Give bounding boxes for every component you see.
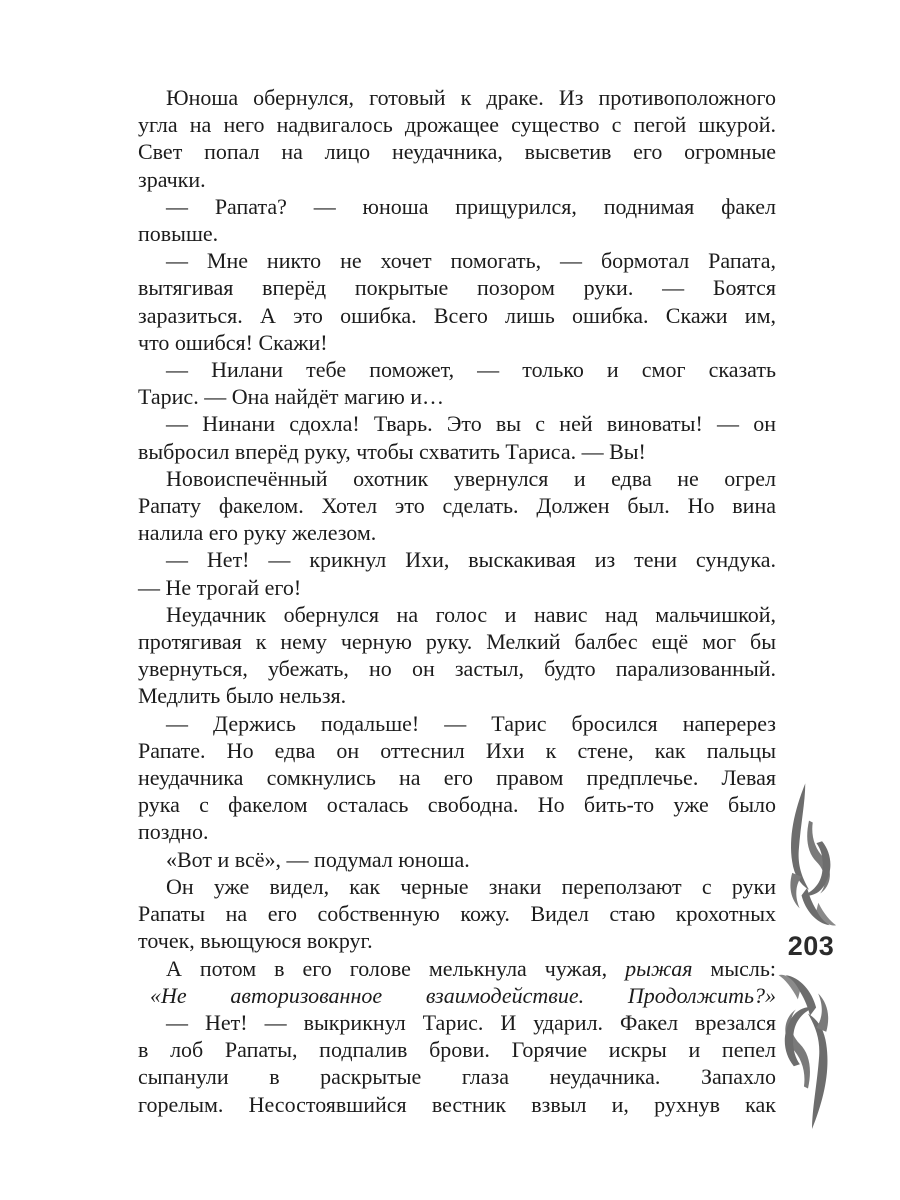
text-segment: А потом в его голове мелькнула чужая,	[166, 955, 626, 981]
text-line	[138, 846, 776, 873]
text-line	[138, 1091, 776, 1118]
text-line	[138, 274, 776, 301]
text-line	[138, 764, 776, 791]
text-line	[138, 900, 776, 927]
text-line	[138, 955, 776, 982]
text-segment: протягивая к нему черную руку. Мелкий балбес ещё мог бы	[138, 629, 776, 655]
text-line	[138, 1036, 776, 1063]
text-line	[138, 982, 776, 1009]
text-segment: в лоб Рапаты, подпалив брови. Горячие искры и пепел	[138, 1037, 776, 1063]
text-segment: мысль:	[692, 955, 777, 981]
text-line	[138, 519, 776, 546]
text-segment: сыпанули в раскрытые глаза неудачника. Запахло	[138, 1064, 776, 1090]
text-segment: — Нет! — крикнул Ихи, выскакивая из тени сундука.	[166, 547, 776, 573]
tribal-flourish-bottom-icon	[777, 967, 839, 1129]
text-segment: рука с факелом осталась свободна. Но бить-то уже было	[138, 792, 776, 818]
text-segment: угла на него надвигалось дрожащее существо с пегой шкурой.	[138, 112, 776, 138]
page-text	[138, 84, 776, 1118]
text-segment: точек, вьющуюся вокруг.	[138, 928, 373, 954]
text-line	[138, 628, 776, 655]
text-segment: Рапате. Но едва он оттеснил Ихи к стене, как пальцы	[138, 737, 776, 763]
text-line	[138, 546, 776, 573]
text-line	[138, 220, 776, 247]
text-line	[138, 601, 776, 628]
text-segment: Он уже видел, как черные знаки переползают с руки	[166, 873, 776, 899]
text-segment: Рапату факелом. Хотел это сделать. Должен был. Но вина	[138, 493, 776, 519]
text-segment: — Мне никто не хочет помогать, — бормотал Рапата,	[166, 248, 776, 274]
text-line	[138, 492, 776, 519]
text-segment: неудачника сомкнулись на его правом предплечье. Левая	[138, 765, 776, 791]
text-segment: что ошибся! Скажи!	[138, 329, 328, 355]
text-line	[138, 111, 776, 138]
text-segment: Тарис. — Она найдёт магию и…	[138, 384, 445, 410]
text-line	[138, 247, 776, 274]
text-line	[138, 791, 776, 818]
text-line	[138, 873, 776, 900]
text-segment: поздно.	[138, 819, 209, 845]
italic-text-segment: «Не авторизованное взаимодействие. Продолжить?»	[150, 982, 776, 1008]
text-line	[138, 302, 776, 329]
italic-text-segment: рыжая	[625, 955, 693, 981]
text-segment: — Нет! — выкрикнул Тарис. И ударил. Факел врезался	[166, 1009, 776, 1035]
text-line	[138, 655, 776, 682]
text-segment: — Нилани тебе поможет, — только и смог сказать	[166, 357, 776, 383]
text-segment: повыше.	[138, 221, 219, 247]
text-line	[138, 138, 776, 165]
text-segment: зрачки.	[138, 166, 206, 192]
text-line	[138, 329, 776, 356]
text-segment: налила его руку железом.	[138, 520, 377, 546]
text-segment: заразиться. А это ошибка. Всего лишь ошибка. Скажи им,	[138, 302, 776, 328]
text-segment: — Нинани сдохла! Тварь. Это вы с ней виноваты! — он	[166, 411, 776, 437]
page-number: 203	[787, 931, 835, 961]
text-line	[138, 356, 776, 383]
text-line	[138, 737, 776, 764]
text-line	[138, 710, 776, 737]
text-line	[138, 1009, 776, 1036]
text-segment: Рапаты на его собственную кожу. Видел стаю крохотных	[138, 901, 776, 927]
text-segment: увернуться, убежать, но он застыл, будто парализованный.	[138, 656, 776, 682]
text-line	[138, 574, 776, 601]
text-segment: Юноша обернулся, готовый к драке. Из противоположного	[166, 85, 776, 110]
text-line	[138, 682, 776, 709]
text-line	[138, 166, 776, 193]
text-segment: — Держись подальше! — Тарис бросился наперерез	[166, 710, 776, 736]
text-line	[138, 818, 776, 845]
text-segment: «Вот и всё», — подумал юноша.	[166, 846, 470, 872]
tribal-flourish-top-icon	[781, 783, 837, 933]
text-segment: горелым. Несостоявшийся вестник взвыл и, рухнув как	[138, 1091, 776, 1117]
text-line	[138, 465, 776, 492]
text-segment: вытягивая вперёд покрытые позором руки. — Боятся	[138, 275, 776, 301]
text-segment: Свет попал на лицо неудачника, высветив его огромные	[138, 139, 776, 165]
text-segment: — Рапата? — юноша прищурился, поднимая факел	[166, 193, 776, 219]
text-line	[138, 383, 776, 410]
text-line	[138, 927, 776, 954]
text-segment: Неудачник обернулся на голос и навис над мальчишкой,	[166, 601, 776, 627]
text-segment: Медлить было нельзя.	[138, 683, 347, 709]
text-segment: выбросил вперёд руку, чтобы схватить Тариса. — Вы!	[138, 438, 646, 464]
text-segment: — Не трогай его!	[138, 574, 302, 600]
text-segment: Новоиспечённый охотник увернулся и едва не огрел	[166, 465, 776, 491]
text-line	[138, 438, 776, 465]
text-line	[138, 1063, 776, 1090]
text-line	[138, 193, 776, 220]
text-line	[138, 410, 776, 437]
text-line	[138, 84, 776, 111]
